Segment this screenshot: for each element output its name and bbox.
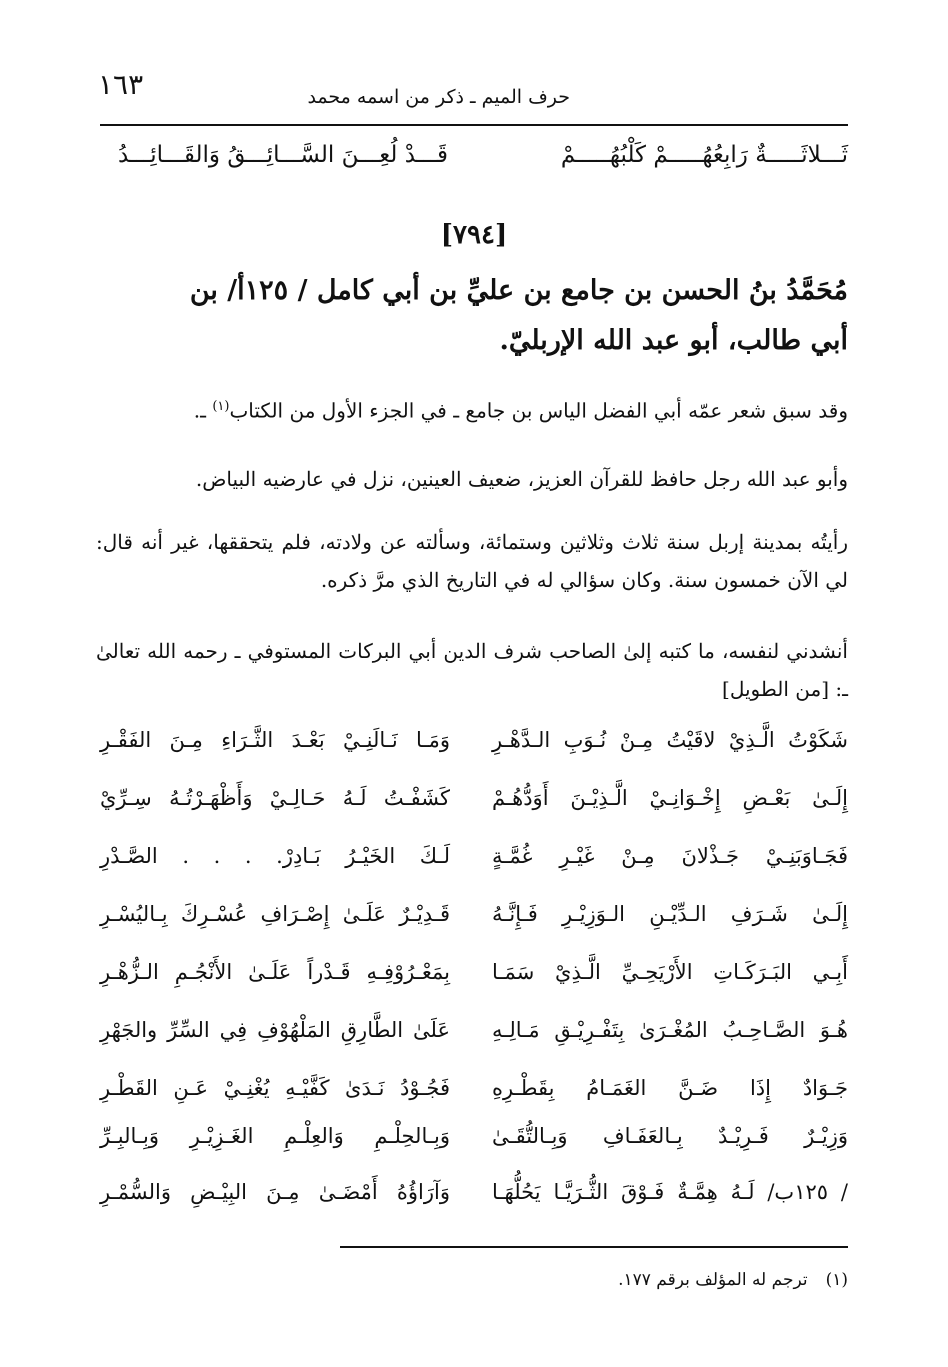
entry-title: مُحَمَّدُ بنُ الحسن بن جامع بن عليِّ بن أبي كامل / ١٢٥أ/ بن أبي طالب، أبو عبد الله الإربليّ. <box>189 275 848 356</box>
poem-line-6-first-hemistich: هُـوَ الصَّـاحِـبُ المُغْـرَىٰ بِتَفْـرِيْـقِ مَـالِـهِ <box>492 1018 848 1042</box>
top-verse-first-hemistich: ثَـــلاثَـــــةٌ رَابِعُهُـــــمْ كَلْبُهُـــــمْ <box>560 142 848 168</box>
poem-line-7-second-hemistich: فَجُـوْدُ نَـدَىٰ كَفَّيْـهِ يُغْنِـيْ عَـنِ القَطْـرِ <box>100 1076 450 1100</box>
poem-line-9-first-hemistich: / ١٢٥ب/ لَـهُ هِمَّـةٌ فَـوْقَ الثُّـرَيَّـا يَحُلُّهَـا <box>492 1180 848 1204</box>
poem-line-3-second-hemistich: لَـكَ الخَيْـرُ بَـادِرْ. . . . الصَّـدْرِ <box>100 844 450 868</box>
paragraph-1 <box>96 388 848 430</box>
footnote-marker: (١) <box>825 1270 848 1290</box>
footnote <box>618 1270 848 1290</box>
footnote-text: ترجم له المؤلف برقم ١٧٧. <box>618 1270 808 1290</box>
poem-line-4-first-hemistich: إِلَـىٰ شَـرَفِ الـدِّيْـنِ الـوَزِيْـرِ فَـإِنَّـهُ <box>492 902 848 926</box>
paragraph-1-end: ـ. <box>193 398 213 423</box>
poem-line-8-first-hemistich: وَزِيْـرٌ فَـرِيْـدٌ بِـالعَفَـافِ وَبِـالتُّقَـىٰ <box>492 1124 848 1148</box>
page-number: ١٦٣ <box>98 68 144 101</box>
poem-line-1-first-hemistich: شَكَوْتُ الَّـذِيْ لاقَيْتُ مِـنْ نُـوَبِ الـدَّهْـرِ <box>492 728 848 752</box>
poem-line-7-first-hemistich: جَـوَادٌ إِذَا ضَـنَّ الغَمَـامُ بِقَطْـرِهِ <box>492 1076 848 1100</box>
poem-line-3-first-hemistich: فَجَـاوَبَنِـيْ جَـذْلانَ مِـنْ غَيْـرِ غُمَّـةٍ <box>492 844 848 868</box>
poem-line-8-second-hemistich: وَبِـالحِلْـمِ وَالعِلْـمِ الغَـزِيْـرِ وَبِـالبِـرِّ <box>100 1124 450 1148</box>
poem-line-5-first-hemistich: أَبِـي البَـرَكَـاتِ الأَرْيَحِـيِّ الَّـذِيْ سَمَـا <box>492 960 848 984</box>
entry-number: [٧٩٤] <box>440 220 508 250</box>
poem-line-4-second-hemistich: قَـدِيْـرٌ عَلَـىٰ إِصْـرَافِ عُسْـرِكَ بِـاليُسْـرِ <box>100 902 450 926</box>
poem-line-6-second-hemistich: عَلَىٰ الطَّارِقِ المَلْهُوْفِ فِي السِّرِّ والجَهْرِ <box>100 1018 450 1042</box>
paragraph-3: رأيتُه بمدينة إربل سنة ثلاث وثلاثين وستمائة، وسألته عن ولادته، فلم يتحققها، غير أنه قال: لي الآن خمسون سنة. وكان سؤالي له في التاريخ الذي مرَّ ذكره. <box>96 530 849 592</box>
poem-line-2-first-hemistich: إِلَـىٰ بَعْـضِ إِخْـوَانِـيْ الَّـذِيْـنَ أَوَدُّهُـمْ <box>492 786 848 810</box>
header-rule <box>100 124 848 126</box>
paragraph-2: وأبو عبد الله رجل حافظ للقرآن العزيز، ضعيف العينين، نزل في عارضيه البياض. <box>195 467 848 491</box>
paragraph-1-text: وقد سبق شعر عمّه أبي الفضل الياس بن جامع ـ في الجزء الأول من الكتاب <box>229 398 848 423</box>
poem-line-9-second-hemistich: وَآرَاؤُهُ أَمْضَـىٰ مِـنَ البِيْـضِ وَالسُّمْـرِ <box>100 1180 450 1204</box>
top-verse-second-hemistich: قَـــدْ لُعِـــنَ السَّـــائِـــقُ وَالقَـــائِـــدُ <box>117 142 448 168</box>
footnote-rule <box>340 1246 848 1248</box>
poem-line-1-second-hemistich: وَمَـا نَـالَنِـيْ بَعْـدَ الثَّـرَاءِ مِـنَ الفَقْـرِ <box>100 728 450 752</box>
running-title: حرف الميم ـ ذكر من اسمه محمد <box>307 86 570 108</box>
poem-line-5-second-hemistich: بِمَعْـرُوْفِـهِ قَـدْراً عَلَـىٰ الأَنْجُـمِ الـزُّهْـرِ <box>100 960 450 984</box>
footnote-reference: (١) <box>212 399 230 414</box>
poem-line-2-second-hemistich: كَشَفْـتُ لَـهُ حَـالِـيْ وَأَظْهَـرْتُـهُ سِـرِّيْ <box>100 786 450 810</box>
paragraph-4: أنشدني لنفسه، ما كتبه إلىٰ الصاحب شرف الدين أبي البركات المستوفي ـ رحمه الله تعالىٰ ـ: [من الطويل] <box>96 639 848 701</box>
